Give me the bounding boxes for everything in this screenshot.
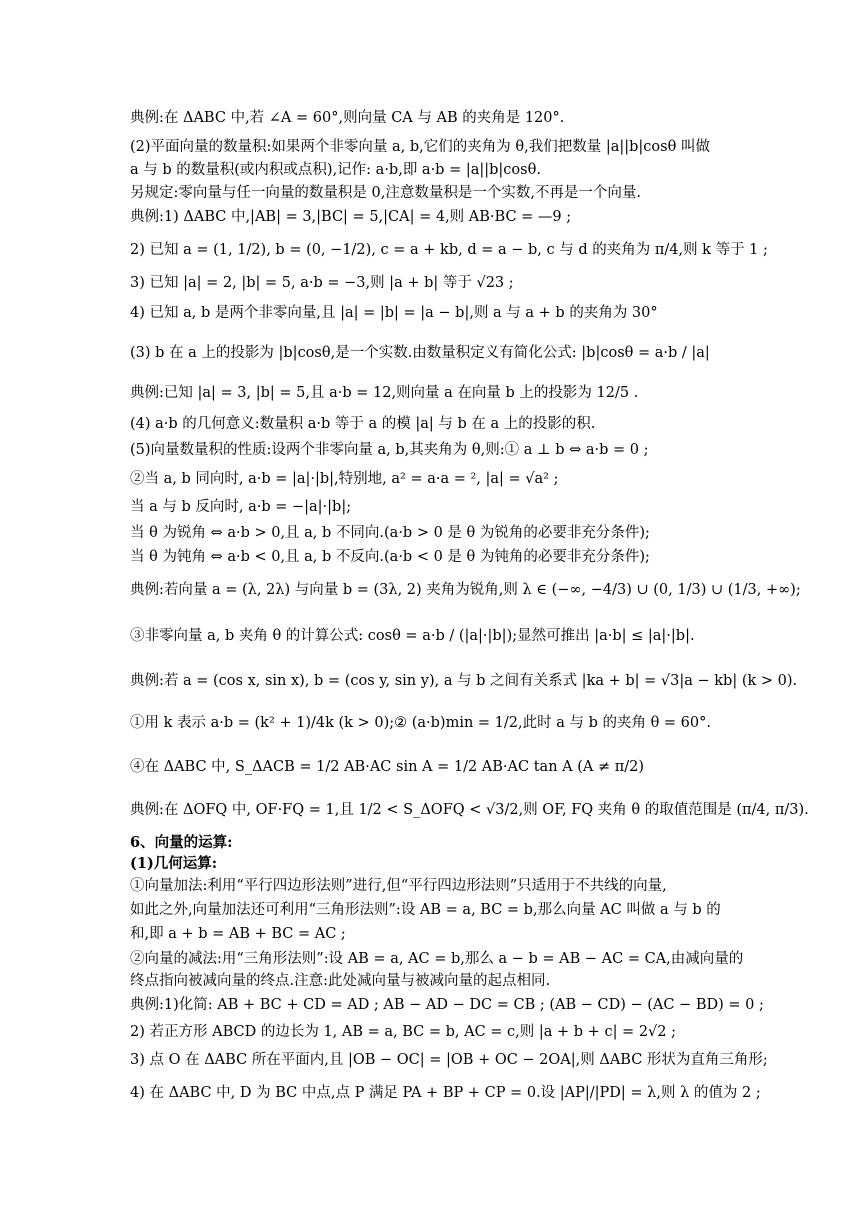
text-line: ②当 a, b 同向时, a·b = |a|·|b|,特别地, a² = a·a = ², |a| = √a² ; [130,471,559,487]
text-line: 当 a 与 b 反向时, a·b = −|a|·|b|; [130,499,352,515]
text-line: 6、向量的运算: [130,834,233,851]
text-line: 典例:若 a = (cos x, sin x), b = (cos y, sin y), a 与 b 之间有关系式 |ka + b| = √3|a − kb| (k > 0). [130,673,798,689]
text-line: 典例:已知 |a| = 3, |b| = 5,且 a·b = 12,则向量 a 在向量 b 上的投影为 12/5 . [130,385,639,401]
text-line: (4) a·b 的几何意义:数量积 a·b 等于 a 的模 |a| 与 b 在 a 上的投影的积. [130,416,596,432]
text-line: ②向量的减法:用“三角形法则”:设 AB = a, AC = b,那么 a − b = AB − AC = CA,由减向量的 [130,951,744,967]
text-line: a 与 b 的数量积(或内积或点积),记作: a·b,即 a·b = |a||b|cosθ. [130,162,541,178]
text-line: 典例:1) ΔABC 中,|AB| = 3,|BC| = 5,|CA| = 4,则 AB·BC = —9 ; [130,209,572,225]
text-line: 2) 若正方形 ABCD 的边长为 1, AB = a, BC = b, AC = c,则 |a + b + c| = 2√2 ; [130,1024,677,1040]
text-line: 典例:若向量 a = (λ, 2λ) 与向量 b = (3λ, 2) 夹角为锐角,则 λ ∈ (−∞, −4/3) ∪ (0, 1/3) ∪ (1/3, +∞); [130,582,801,598]
text-line: 如此之外,向量加法还可利用“三角形法则”:设 AB = a, BC = b,那么向量 AC 叫做 a 与 b 的 [130,902,721,918]
text-line: ③非零向量 a, b 夹角 θ 的计算公式: cosθ = a·b / (|a|·|b|);显然可推出 |a·b| ≤ |a|·|b|. [130,628,695,644]
text-line: 典例:1)化简: AB + BC + CD = AD ; AB − AD − DC = CB ; (AB − CD) − (AC − BD) = 0 ; [130,997,764,1013]
text-line: 典例:在 ΔOFQ 中, OF·FQ = 1,且 1/2 < S_ΔOFQ < √3/2,则 OF, FQ 夹角 θ 的取值范围是 (π/4, π/3). [130,802,809,818]
text-line: 4) 在 ΔABC 中, D 为 BC 中点,点 P 满足 PA + BP + CP = 0.设 |AP|/|PD| = λ,则 λ 的值为 2 ; [130,1085,761,1101]
text-line: (1)几何运算: [130,855,218,872]
text-line: 终点指向被减向量的终点.注意:此处减向量与被减向量的起点相同. [130,973,551,989]
text-line: 另规定:零向量与任一向量的数量积是 0,注意数量积是一个实数,不再是一个向量. [130,185,642,201]
text-line: 当 θ 为钝角 ⇔ a·b < 0,且 a, b 不反向.(a·b < 0 是 θ 为钝角的必要非充分条件); [130,549,650,565]
text-line: (5)向量数量积的性质:设两个非零向量 a, b,其夹角为 θ,则:① a ⊥ b ⇔ a·b = 0 ; [130,442,649,458]
text-line: ①用 k 表示 a·b = (k² + 1)/4k (k > 0);② (a·b)min = 1/2,此时 a 与 b 的夹角 θ = 60°. [130,715,711,731]
text-line: 3) 已知 |a| = 2, |b| = 5, a·b = −3,则 |a + b| 等于 √23 ; [130,275,514,291]
text-line: (2)平面向量的数量积:如果两个非零向量 a, b,它们的夹角为 θ,我们把数量 |a||b|cosθ 叫做 [130,139,710,155]
text-line: 3) 点 O 在 ΔABC 所在平面内,且 |OB − OC| = |OB + OC − 2OA|,则 ΔABC 形状为直角三角形; [130,1052,768,1068]
text-line: 4) 已知 a, b 是两个非零向量,且 |a| = |b| = |a − b|,则 a 与 a + b 的夹角为 30° [130,305,658,321]
text-line: 和,即 a + b = AB + BC = AC ; [130,926,346,942]
text-line: 2) 已知 a = (1, 1/2), b = (0, −1/2), c = a + kb, d = a − b, c 与 d 的夹角为 π/4,则 k 等于 1 ; [130,242,768,258]
text-line: ①向量加法:利用“平行四边形法则”进行,但“平行四边形法则”只适用于不共线的向量, [130,878,667,894]
text-line: 当 θ 为锐角 ⇔ a·b > 0,且 a, b 不同向.(a·b > 0 是 θ 为锐角的必要非充分条件); [130,525,650,541]
text-line: (3) b 在 a 上的投影为 |b|cosθ,是一个实数.由数量积定义有简化公式: |b|cosθ = a·b / |a| [130,345,710,361]
text-line: ④在 ΔABC 中, S_ΔACB = 1/2 AB·AC sin A = 1/2 AB·AC tan A (A ≠ π/2) [130,759,645,775]
text-line: 典例:在 ΔABC 中,若 ∠A = 60°,则向量 CA 与 AB 的夹角是 120°. [130,110,565,126]
